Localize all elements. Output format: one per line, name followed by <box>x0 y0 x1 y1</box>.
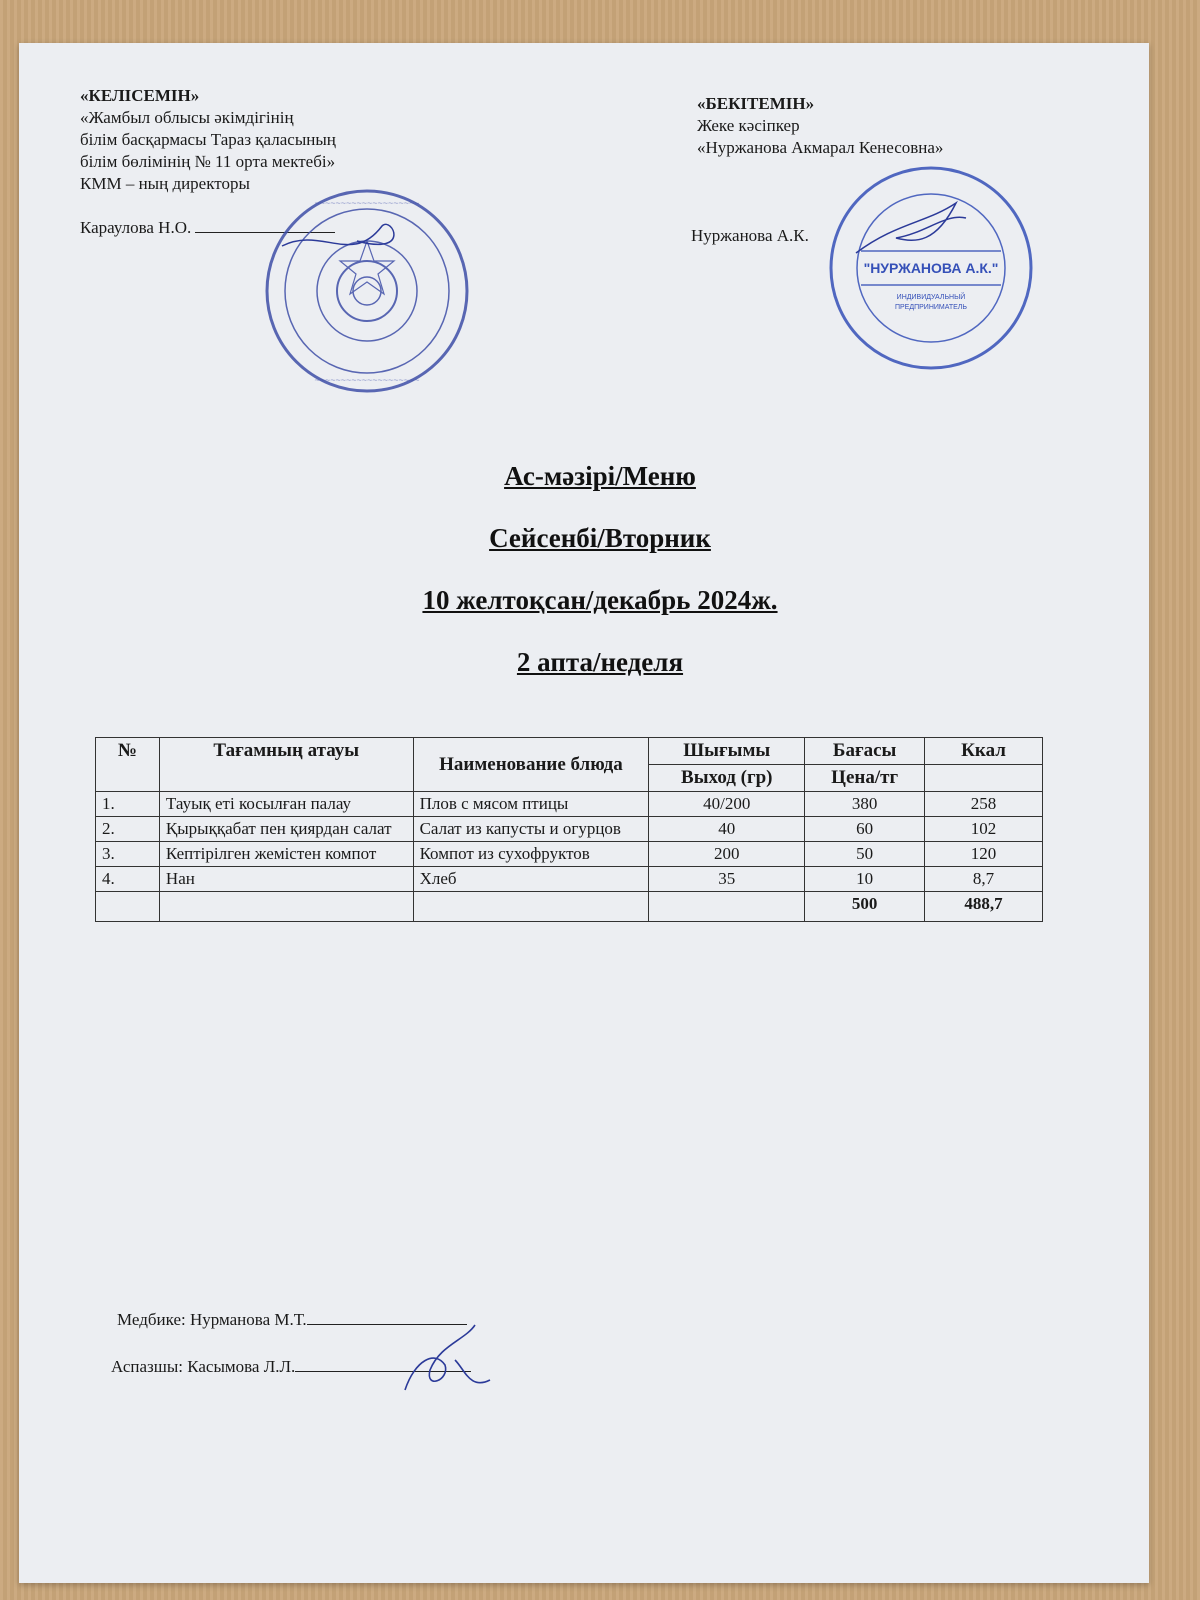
cell-yield: 40/200 <box>649 792 805 817</box>
col-header-price-ru: Цена/тг <box>805 765 925 792</box>
cell-empty <box>96 892 160 922</box>
col-header-price-kz: Бағасы <box>805 738 925 765</box>
table-row <box>96 792 1043 817</box>
cell-price: 50 <box>805 842 925 867</box>
left-header-title: «КЕЛІСЕМІН» <box>80 86 200 105</box>
cell-kcal: 120 <box>925 842 1043 867</box>
cell-kcal: 8,7 <box>925 867 1043 892</box>
date-title: 10 желтоқсан/декабрь 2024ж. <box>422 585 778 615</box>
cell-empty <box>649 892 805 922</box>
day-title: Сейсенбі/Вторник <box>489 523 711 553</box>
menu-table <box>95 737 1043 922</box>
cell-num: 3. <box>96 842 160 867</box>
right-signature-scribble <box>856 203 966 253</box>
stamp-sub-text: ПРЕДПРИНИМАТЕЛЬ <box>894 304 968 311</box>
table-header-row <box>96 738 1043 765</box>
col-header-yield-kz: Шығымы <box>649 738 805 765</box>
cell-kcal: 102 <box>925 817 1043 842</box>
left-header-line: КММ – ның директоры <box>80 174 250 193</box>
cell-name-kz: Нан <box>159 867 413 892</box>
menu-title: Ас-мәзірі/Меню <box>504 461 696 491</box>
left-header-line: білім басқармасы Тараз қаласының <box>80 130 336 149</box>
cell-kcal: 258 <box>925 792 1043 817</box>
cell-yield: 40 <box>649 817 805 842</box>
school-seal-stamp <box>262 186 472 396</box>
table-row <box>96 867 1043 892</box>
col-header-name-kz: Тағамның атауы <box>159 738 413 792</box>
cell-yield: 35 <box>649 867 805 892</box>
cell-empty <box>159 892 413 922</box>
cell-num: 2. <box>96 817 160 842</box>
cell-name-kz: Кептірілген жемістен компот <box>159 842 413 867</box>
entrepreneur-stamp <box>826 163 1036 373</box>
svg-text:~~~~~~~~~~~~~~~~~~~~: ~~~~~~~~~~~~~~~~~~~~ <box>314 198 420 208</box>
cell-num: 1. <box>96 792 160 817</box>
col-header-kcal: Ккал <box>925 738 1043 765</box>
col-header-name-ru: Наименование блюда <box>413 738 649 792</box>
cook-signature-scribble <box>395 1320 505 1400</box>
svg-text:~~~~~~~~~~~~~~~~~~~~: ~~~~~~~~~~~~~~~~~~~~ <box>314 375 420 385</box>
total-kcal: 488,7 <box>925 892 1043 922</box>
cell-price: 60 <box>805 817 925 842</box>
cell-name-ru: Компот из сухофруктов <box>413 842 649 867</box>
cook-label: Аспазшы: Касымова Л.Л. <box>111 1357 296 1376</box>
total-price: 500 <box>805 892 925 922</box>
col-header-num: № <box>96 738 160 792</box>
cell-name-ru: Хлеб <box>413 867 649 892</box>
right-header-line: «Нуржанова Акмарал Кенесовна» <box>697 138 944 157</box>
cell-num: 4. <box>96 867 160 892</box>
week-title: 2 апта/неделя <box>516 647 684 677</box>
left-header-line: білім бөлімінің № 11 орта мектебі» <box>80 152 336 171</box>
table-total-row <box>96 892 1043 922</box>
col-header-empty <box>925 765 1043 792</box>
col-header-yield-ru: Выход (гр) <box>649 765 805 792</box>
cell-price: 380 <box>805 792 925 817</box>
left-header-line: «Жамбыл облысы әкімдігінің <box>80 108 294 127</box>
cell-name-kz: Тауық еті косылған палау <box>159 792 413 817</box>
cell-name-ru: Салат из капусты и огурцов <box>413 817 649 842</box>
nurse-label: Медбике: Нурманова М.Т. <box>117 1310 307 1329</box>
right-header-title: «БЕКІТЕМІН» <box>697 94 815 113</box>
table-row <box>96 817 1043 842</box>
right-header-line: Жеке кәсіпкер <box>697 116 800 135</box>
right-signer-name: Нуржанова А.К. <box>691 226 809 245</box>
stamp-sub-text: ИНДИВИДУАЛЬНЫЙ <box>896 294 966 301</box>
stamp-center-name: "НУРЖАНОВА А.К." <box>863 260 999 276</box>
table-row <box>96 842 1043 867</box>
left-signer-name: Караулова Н.О. <box>80 218 192 237</box>
cell-empty <box>413 892 649 922</box>
cell-yield: 200 <box>649 842 805 867</box>
cell-name-ru: Плов с мясом птицы <box>413 792 649 817</box>
cell-name-kz: Қырыққабат пен қиярдан салат <box>159 817 413 842</box>
cell-price: 10 <box>805 867 925 892</box>
